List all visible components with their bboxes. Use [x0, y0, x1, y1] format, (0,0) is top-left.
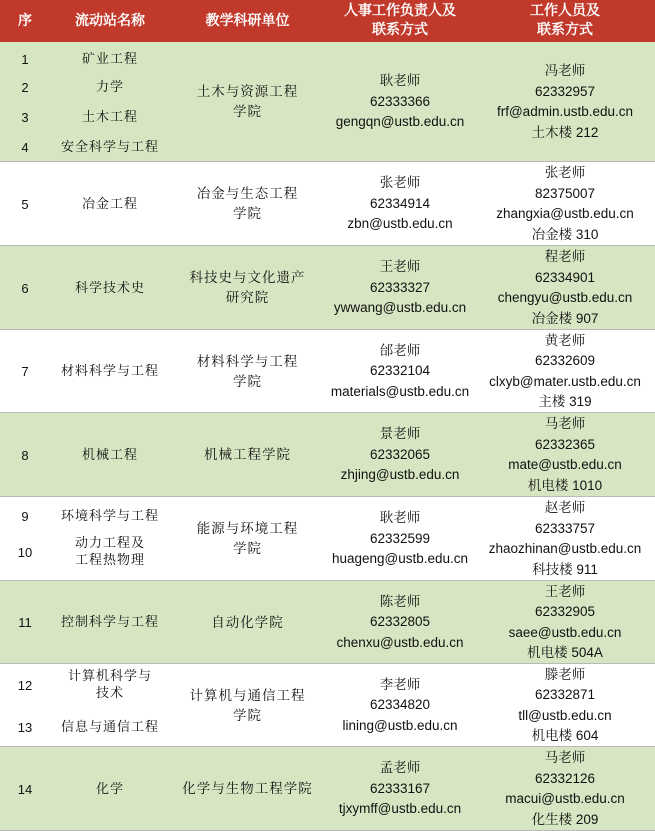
hr-name: 陈老师: [379, 593, 421, 610]
teaching-unit: [170, 497, 325, 581]
staff-phone: 62333757: [534, 520, 596, 536]
station-number: [0, 747, 50, 831]
table-row: [0, 162, 655, 246]
station-number-text: 10: [17, 544, 33, 560]
station-number: [0, 73, 50, 101]
station-name: [50, 73, 170, 101]
header-hr-contact: 人事工作负责人及 联系方式: [344, 3, 456, 38]
staff-email: saee@ustb.edu.cn: [508, 624, 622, 640]
station-number: [0, 45, 50, 73]
table-row: [0, 413, 655, 497]
staff-name: 滕老师: [544, 666, 586, 683]
station-name-text: 力学: [95, 79, 124, 95]
staff-name: 马老师: [544, 416, 586, 432]
staff-email: chengyu@ustb.edu.cn: [497, 290, 633, 305]
table-row: [0, 246, 655, 330]
hr-phone: 62332065: [369, 446, 431, 462]
station-number-text: 12: [17, 677, 33, 693]
table-row: [0, 497, 655, 581]
station-name: [50, 45, 170, 73]
hr-phone: 62332104: [369, 363, 431, 379]
header-seq: 序: [18, 12, 32, 29]
table-row: [0, 330, 655, 413]
staff-contact: [475, 581, 655, 664]
teaching-unit-text: 能源与环境工程 学院: [196, 521, 299, 557]
station-name: [50, 103, 170, 131]
teaching-unit-text: 冶金与生态工程 学院: [196, 186, 299, 222]
station-name: [50, 246, 170, 330]
hr-phone: 62332599: [369, 530, 431, 546]
station-name-text: 控制科学与工程: [60, 615, 159, 630]
hr-phone: 62333167: [369, 780, 431, 796]
staff-email: macui@ustb.edu.cn: [505, 791, 625, 806]
station-name-text: 土木工程: [81, 109, 138, 125]
station-name-text: 安全科学与工程: [60, 139, 159, 155]
station-name-text: 矿业工程: [81, 51, 138, 67]
hr-contact: [325, 162, 475, 246]
station-number: [0, 413, 50, 497]
hr-name: 王老师: [379, 259, 421, 276]
hr-name: 景老师: [379, 426, 421, 443]
hr-name: 孟老师: [379, 760, 421, 777]
hr-email: chenxu@ustb.edu.cn: [336, 634, 464, 650]
hr-phone: 62334820: [369, 697, 431, 713]
station-name-text: 环境科学与工程: [60, 508, 159, 524]
hr-email: materials@ustb.edu.cn: [330, 383, 470, 399]
hr-contact: [325, 330, 475, 413]
station-number-text: 1: [21, 51, 29, 67]
staff-contact: [475, 664, 655, 747]
station-number: [0, 133, 50, 161]
staff-phone: 62332957: [534, 83, 596, 99]
station-number: [0, 708, 50, 746]
staff-contact: [475, 497, 655, 581]
teaching-unit-text: 机械工程学院: [204, 447, 291, 463]
station-number: [0, 246, 50, 330]
table-row: [0, 42, 655, 162]
staff-contact: [475, 162, 655, 246]
staff-name: 王老师: [544, 583, 586, 600]
staff-email: frf@admin.ustb.edu.cn: [496, 104, 634, 119]
hr-phone: 62333327: [369, 279, 431, 295]
hr-name: 邰老师: [379, 342, 421, 359]
station-number-text: 5: [21, 196, 29, 212]
teaching-unit: [170, 246, 325, 330]
station-number-text: 3: [21, 109, 29, 125]
staff-phone: 62332609: [534, 353, 596, 368]
hr-contact: [325, 246, 475, 330]
teaching-unit-text: 计算机与通信工程 学院: [189, 687, 306, 724]
hr-name: 耿老师: [379, 510, 421, 527]
staff-contact: [475, 42, 655, 162]
station-number-text: 9: [21, 508, 29, 524]
hr-contact: [325, 747, 475, 831]
hr-phone: 62333366: [369, 93, 431, 109]
station-number-text: 14: [17, 781, 33, 797]
staff-office: 化生楼 209: [531, 811, 599, 827]
staff-name: 马老师: [544, 750, 586, 766]
staff-office: 机电楼 604: [531, 728, 599, 743]
station-name: [50, 133, 170, 161]
staff-email: tll@ustb.edu.cn: [518, 707, 612, 723]
hr-contact: [325, 42, 475, 162]
hr-email: tjxymff@ustb.edu.cn: [338, 801, 462, 817]
station-name-text: 化学: [95, 781, 124, 797]
staff-name: 张老师: [544, 165, 586, 181]
station-number: [0, 162, 50, 246]
station-name: [50, 413, 170, 497]
teaching-unit-text: 科技史与文化遗产 研究院: [189, 270, 306, 306]
staff-office: 土木楼 212: [531, 124, 599, 140]
staff-name: 黄老师: [544, 332, 586, 349]
station-number: [0, 500, 50, 532]
hr-contact: [325, 413, 475, 497]
staff-office: 冶金楼 907: [531, 310, 599, 326]
station-name-text: 计算机科学与 技术: [67, 669, 152, 701]
station-number: [0, 536, 50, 568]
staff-contact: [475, 246, 655, 330]
hr-email: huageng@ustb.edu.cn: [331, 551, 469, 567]
station-name: [50, 500, 170, 532]
station-name: [50, 666, 170, 704]
station-name: [50, 581, 170, 664]
table-row: [0, 581, 655, 664]
hr-email: ywwang@ustb.edu.cn: [333, 300, 467, 316]
hr-contact: [325, 497, 475, 581]
station-number: [0, 330, 50, 413]
teaching-unit: [170, 413, 325, 497]
staff-phone: 62332365: [534, 436, 596, 452]
station-number-text: 8: [21, 447, 29, 463]
staff-name: 冯老师: [544, 63, 586, 79]
hr-name: 张老师: [379, 175, 421, 192]
teaching-unit: [170, 42, 325, 162]
table-row: [0, 664, 655, 747]
station-name-text: 动力工程及 工程热物理: [74, 536, 145, 568]
station-name-text: 信息与通信工程: [60, 719, 159, 735]
staff-name: 程老师: [544, 249, 586, 265]
staff-office: 机电楼 504A: [527, 645, 603, 660]
hr-phone: 62334914: [369, 195, 431, 211]
staff-office: 主楼 319: [538, 394, 592, 409]
staff-office: 冶金楼 310: [531, 226, 599, 242]
station-name: [50, 747, 170, 831]
teaching-unit-text: 土木与资源工程 学院: [196, 84, 299, 120]
station-name: [50, 708, 170, 746]
hr-contact: [325, 664, 475, 747]
staff-contact: [475, 330, 655, 413]
station-name-text: 机械工程: [81, 447, 138, 463]
station-name: [50, 330, 170, 413]
hr-email: zbn@ustb.edu.cn: [347, 216, 453, 232]
teaching-unit-text: 自动化学院: [211, 614, 284, 631]
staff-phone: 82375007: [534, 185, 596, 201]
station-number: [0, 581, 50, 664]
teaching-unit-text: 材料科学与工程 学院: [196, 353, 299, 390]
table-header: [0, 0, 655, 42]
header-staff-contact: 工作人员及 联系方式: [530, 3, 600, 38]
teaching-unit: [170, 581, 325, 664]
hr-phone: 62332805: [369, 614, 431, 630]
station-name-text: 材料科学与工程: [60, 364, 159, 379]
staff-office: 机电楼 1010: [527, 477, 603, 493]
station-name-text: 冶金工程: [81, 196, 138, 212]
staff-contact: [475, 747, 655, 831]
teaching-unit-text: 化学与生物工程学院: [182, 781, 313, 797]
hr-contact: [325, 581, 475, 664]
staff-phone: 62334901: [534, 269, 596, 285]
station-number-text: 4: [21, 139, 29, 155]
station-number-text: 2: [21, 79, 29, 95]
station-number: [0, 666, 50, 704]
hr-name: 耿老师: [379, 73, 421, 90]
table-row: [0, 747, 655, 831]
teaching-unit: [170, 747, 325, 831]
teaching-unit: [170, 664, 325, 747]
station-number-text: 7: [21, 364, 29, 379]
station-number-text: 13: [17, 719, 33, 735]
station-number: [0, 103, 50, 131]
station-name: [50, 162, 170, 246]
staff-phone: 62332871: [534, 687, 596, 702]
header-station-name: 流动站名称: [75, 12, 145, 29]
header-unit: 教学科研单位: [205, 12, 290, 29]
station-number-text: 11: [18, 615, 32, 630]
staff-office: 科技楼 911: [532, 561, 598, 577]
hr-email: gengqn@ustb.edu.cn: [335, 114, 465, 130]
staff-phone: 62332126: [534, 770, 596, 786]
staff-name: 赵老师: [544, 500, 586, 516]
staff-email: zhangxia@ustb.edu.cn: [496, 206, 634, 221]
hr-name: 李老师: [379, 676, 421, 693]
staff-contact: [475, 413, 655, 497]
staff-phone: 62332905: [534, 604, 596, 619]
station-name: [50, 536, 170, 568]
staff-email: zhaozhinan@ustb.edu.cn: [488, 541, 642, 556]
hr-email: lining@ustb.edu.cn: [342, 717, 458, 733]
hr-email: zhjing@ustb.edu.cn: [340, 467, 460, 483]
teaching-unit: [170, 162, 325, 246]
staff-email: clxyb@mater.ustb.edu.cn: [489, 373, 641, 389]
station-name-text: 科学技术史: [74, 280, 145, 296]
staff-email: mate@ustb.edu.cn: [508, 457, 622, 472]
station-number-text: 6: [21, 280, 29, 296]
teaching-unit: [170, 330, 325, 413]
